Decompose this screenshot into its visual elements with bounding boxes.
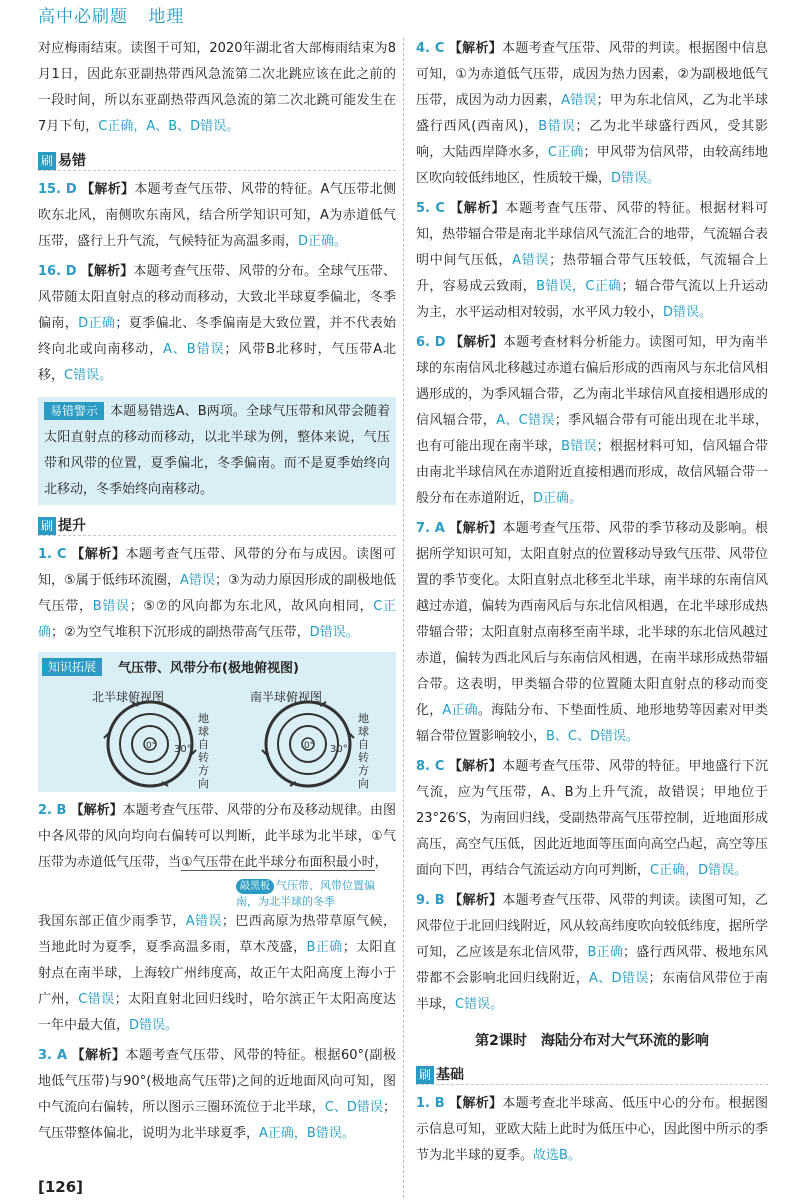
warning-tag: 易错警示 [44, 402, 104, 420]
knowledge-extension-box [38, 652, 396, 792]
section-badge: 刷 [416, 1066, 434, 1084]
running-header [38, 2, 198, 30]
degree-label-north: 30° [174, 744, 192, 755]
answer-3: 3. A 【解析】本题考查气压带、风带的特征。根据60°(副极地低气压带)与90°(极地高气压带)之间的近地面风向可知，图中气流向右偏转，所以图示三圈环流位于北半球，C、D错误；气压带整体偏北，说明为北半球夏季，A正确，B错误。 [38, 1048, 396, 1141]
note-text: 气压带、风带位置偏南，为北半球的冬季 [236, 879, 375, 908]
answer-b1: 1. B 【解析】本题考查北半球高、低压中心的分布。根据图示信息可知，亚欧大陆上此时为低压中心，因此图中所示的季节为北半球的夏季。故选B。 [416, 1096, 768, 1163]
answer-15: 15. D 【解析】本题考查气压带、风带的特征。A气压带北侧吹东北风，南侧吹东南风，结合所学知识可知，A为赤道低气压带，盛行上升气流，气候特征为高温多雨，D正确。 [38, 182, 396, 249]
section-badge: 刷 [38, 152, 56, 170]
extension-title: 气压带、风带分布(极地俯视图) [118, 661, 299, 676]
note-tag: 敲黑板 [236, 879, 274, 894]
section-title: 基础 [436, 1067, 464, 1083]
south-hemisphere-label: 南半球俯视图 [250, 690, 323, 704]
error-warning-box [38, 397, 396, 505]
lesson-title: 第2课时 海陆分布对大气环流的影响 [475, 1033, 709, 1049]
section-header-easy-error [38, 148, 396, 171]
answer-2: 2. B 【解析】本题考查气压带、风带的分布及移动规律。由图中各风带的风向均向右偏转可以判断，此半球为北半球，①气压带为赤道低气压带，当①气压带在此半球分布面积最小时， [38, 803, 396, 870]
book-title: 高中必刷题 [38, 7, 128, 27]
answer-7: 7. A 【解析】本题考查气压带、风带的季节移动及影响。根据所学知识可知，太阳直射点的位置移动导致气压带、风带位置的季节变化。太阳直射点北移至北半球，南半球的东南信风越过赤道，偏转为西南风后与东北信风相遇，在北半球形成热带辐合带；太阳直射点南移至南半球，北半球的东北信风越过赤道，偏转为西北风后与东南信风相遇，在南半球形成热带辐合带。这表明，甲类辐合带的位置随太阳直射点的移动而变化，A正确。海陆分布、下垫面性质、地形地势等因素对甲类辐合带位置影响较小，B、C、D错误。 [416, 521, 768, 744]
right-column [416, 36, 768, 1169]
left-column [38, 36, 396, 1147]
answer-5: 5. C 【解析】本题考查气压带、风带的特征。根据材料可知，热带辐合带是南北半球信风气流汇合的地带，气流辐合表明中间气压低，A错误；热带辐合带气压较低，气流辐合上升，容易成云致雨，B错误，C正确；辐合带气流以上升运动为主，水平运动相对较弱，水平风力较小，D错误。 [416, 201, 768, 320]
rotation-label-north: 地球自转方向 [198, 712, 209, 790]
equator-label-north: 0° [146, 741, 157, 751]
column-divider [403, 38, 404, 1198]
section-badge: 刷 [38, 517, 56, 535]
answer-6: 6. D 【解析】本题考查材料分析能力。读图可知，甲为南半球的东南信风北移越过赤道右偏后形成的西南风与东北信风相遇形成的，为季风辐合带，乙为南北半球信风直接相遇形成的信风辐合带，A、C错误；季风辐合带有可能出现在北半球，也有可能出现在南半球，B错误；根据材料可知，信风辐合带由南北半球信风在赤道附近直接相遇而形成，故信风辐合带一般分布在赤道附近，D正确。 [416, 335, 768, 506]
north-hemisphere-label: 北半球俯视图 [92, 690, 165, 704]
intro-paragraph: 对应梅雨结束。读图干可知，2020年湖北省大部梅雨结束为8月1日，因此东亚副热带西风急流第二次北跳应该在此之前的一段时间，所以东亚副热带西风急流的第二次北跳可能发生在7月下旬，C正确，A、B、D错误。 [38, 41, 396, 134]
section-title: 提升 [58, 518, 86, 534]
subject-title: 地理 [148, 7, 185, 27]
extension-tag: 知识拓展 [42, 658, 102, 676]
rotation-label-south: 地球自转方向 [358, 712, 369, 790]
answer-2-cont: 我国东部正值少雨季节，A错误；巴西高原为热带草原气候，当地此时为夏季，夏季高温多雨，草木茂盛，B正确；太阳直射点在南半球，上海较广州纬度高，故正午太阳高度上海小于广州，C错误；太阳直射北回归线时，哈尔滨正午太阳高度达一年中最大值，D错误。 [38, 914, 396, 1033]
page-number: [126] [38, 1178, 84, 1196]
degree-label-south: 30° [330, 744, 348, 755]
answer-16: 16. D 【解析】本题考查气压带、风带的分布。全球气压带、风带随太阳直射点的移动而移动，大致北半球夏季偏北，冬季偏南，D正确；夏季偏北、冬季偏南是大致位置，并不代表始终向北或向南移动，A、B错误；风带B北移时，气压带A北移，C错误。 [38, 264, 396, 383]
polar-view-diagram [38, 652, 396, 792]
section-header-basic [416, 1062, 768, 1085]
section-header-improve [38, 513, 396, 536]
answer-8: 8. C 【解析】本题考查气压带、风带的特征。甲地盛行下沉气流，应为气压带，A、B为上升气流，故错误；甲地位于23°26′S，为南回归线，受副热带高气压带控制，近地面形成高压，高空气压低，因此近地面等压面向高空凸起，高空等压面向下凹，再结合气流运动方向可判断，C正确，D错误。 [416, 759, 768, 878]
warning-text: 本题易错选A、B两项。全球气压带和风带会随着太阳直射点的移动而移动，以北半球为例，整体来说，气压带和风带的位置，夏季偏北，冬季偏南。而不是夏季始终向北移动，冬季始终向南移动。 [44, 404, 390, 497]
equator-label-south: 0° [304, 741, 315, 751]
section-title: 易错 [58, 153, 86, 169]
answer-9: 9. B 【解析】本题考查气压带、风带的判读。读图可知，乙风带位于北回归线附近，风从较高纬度吹向较低纬度，据所学可知，乙应该是东北信风带，B正确；盛行西风带、极地东风带都不会影响北回归线附近，A、D错误；东南信风带位于南半球，C错误。 [416, 893, 768, 1012]
blackboard-note [236, 876, 396, 909]
answer-1: 1. C 【解析】本题考查气压带、风带的分布与成因。读图可知，⑤属于低纬环流圈，A错误；③为动力原因形成的副极地低气压带，B错误；⑤⑦的风向都为东北风，故风向相同，C正确；②为空气堆积下沉形成的副热带高气压带，D错误。 [38, 547, 397, 640]
answer-4: 4. C 【解析】本题考查气压带、风带的判读。根据图中信息可知，①为赤道低气压带，成因为热力因素，②为副极地低气压带，成因为动力因素，A错误；甲为东北信风，乙为北半球盛行西风(西南风)，B错误；乙为北半球盛行西风，受其影响，大陆西岸降水多，C正确；甲风带为信风带，由较高纬地区吹向较低纬地区，性质较干燥，D错误。 [416, 41, 768, 186]
